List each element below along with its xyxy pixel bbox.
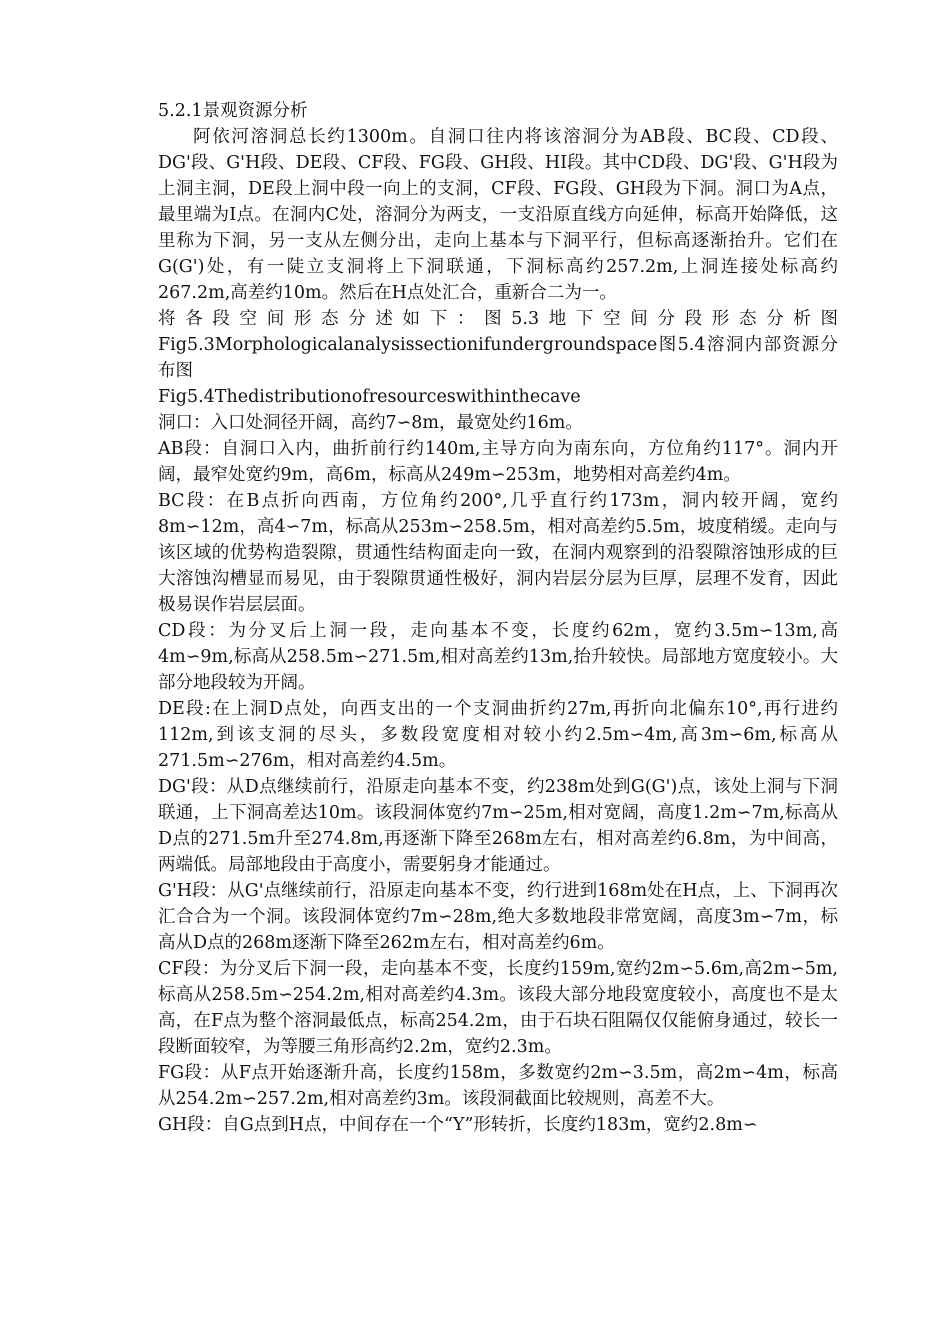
paragraph-section-gh: GH段：自G点到H点，中间存在一个“Y”形转折，长度约183m，宽约2.8m∽	[158, 1115, 758, 1135]
paragraph-entrance: 洞口：入口处洞径开阔，高约7∽8m，最宽处约16m。	[158, 413, 583, 433]
paragraph-section-cd: CD段：为分叉后上洞一段，走向基本不变，长度约62m，宽约3.5m∽13m,高4m∽9m,标高从258.5m∽271.5m,相对高差约13m,抬升较快。局部地方宽度较小。大部分地段较为开阔。	[158, 621, 838, 693]
paragraph-section-dg: DG'段：从D点继续前行，沿原走向基本不变，约238m处到G(G')点，该处上洞与下洞联通，上下洞高差达10m。该段洞体宽约7m∽25m,相对宽阔，高度1.2m∽7m,标高从D点的271.5m升至274.8m,再逐渐下降至268m左右，相对高差约6.8m，为中间高，两端低。局部地段由于高度小，需要躬身才能通过。	[158, 777, 838, 875]
section-heading: 5.2.1景观资源分析	[158, 101, 308, 121]
paragraph-section-ab: AB段：自洞口入内，曲折前行约140m,主导方向为南东向，方位角约117°。洞内开阔，最窄处宽约9m，高6m，标高从249m∽253m，地势相对高差约4m。	[158, 439, 838, 485]
document-page	[158, 98, 838, 1138]
paragraph-overview: 阿依河溶洞总长约1300m。自洞口往内将该溶洞分为AB段、BC段、CD段、DG'段、G'H段、DE段、CF段、FG段、GH段、HI段。其中CD段、DG'段、G'H段为上洞主洞，DE段上洞中段一向上的支洞，CF段、FG段、GH段为下洞。洞口为A点，最里端为I点。在洞内C处，溶洞分为两支，一支沿原直线方向延伸，标高开始降低，这里称为下洞，另一支从左侧分出，走向上基本与下洞平行，但标高逐渐抬升。它们在G(G')处，有一陡立支洞将上下洞联通，下洞标高约257.2m,上洞连接处标高约267.2m,高差约10m。然后在H点处汇合，重新合二为一。	[158, 127, 838, 303]
paragraph-section-gh-upper: G'H段：从G'点继续前行，沿原走向基本不变，约行进到168m处在H点，上、下洞再次汇合合为一个洞。该段洞体宽约7m∽28m,绝大多数地段非常宽阔，高度3m∽7m，标高从D点的268m逐渐下降至262m左右，相对高差约6m。	[158, 881, 838, 953]
paragraph-section-bc: BC段：在B点折向西南，方位角约200°,几乎直行约173m，洞内较开阔，宽约8m∽12m，高4∽7m，标高从253m∽258.5m，相对高差约5.5m，坡度稍缓。走向与该区域的优势构造裂隙，贯通性结构面走向一致，在洞内观察到的沿裂隙溶蚀形成的巨大溶蚀沟槽显而易见，由于裂隙贯通性极好，洞内岩层分层为巨厚，层理不发育，因此极易误作岩层层面。	[158, 491, 838, 615]
paragraph-section-de: DE段:在上洞D点处，向西支出的一个支洞曲折约27m,再折向北偏东10°,再行进约112m,到该支洞的尽头，多数段宽度相对较小约2.5m∽4m,高3m∽6m,标高从271.5m∽276m，相对高差约4.5m。	[158, 699, 838, 771]
paragraph-section-fg: FG段：从F点开始逐渐升高，长度约158m，多数宽约2m∽3.5m，高2m∽4m，标高从254.2m∽257.2m,相对高差约3m。该段洞截面比较规则，高差不大。	[158, 1063, 838, 1109]
paragraph-figure-caption-en: Fig5.4Thedistributionofresourceswithinthecave	[158, 387, 581, 407]
paragraph-section-cf: CF段：为分叉后下洞一段，走向基本不变，长度约159m,宽约2m∽5.6m,高2m∽5m,标高从258.5m∽254.2m,相对高差约4.3m。该段大部分地段宽度较小，高度也不是太高，在F点为整个溶洞最低点，标高254.2m，由于石块石阻隔仅仅能俯身通过，较长一段断面较窄，为等腰三角形高约2.2m，宽约2.3m。	[158, 959, 838, 1057]
paragraph-figure-caption: 将各段空间形态分述如下：图5.3地下空间分段形态分析图Fig5.3Morphologicalanalysissectionifundergroundspace图5.4溶洞内部资源分布图	[158, 309, 838, 381]
